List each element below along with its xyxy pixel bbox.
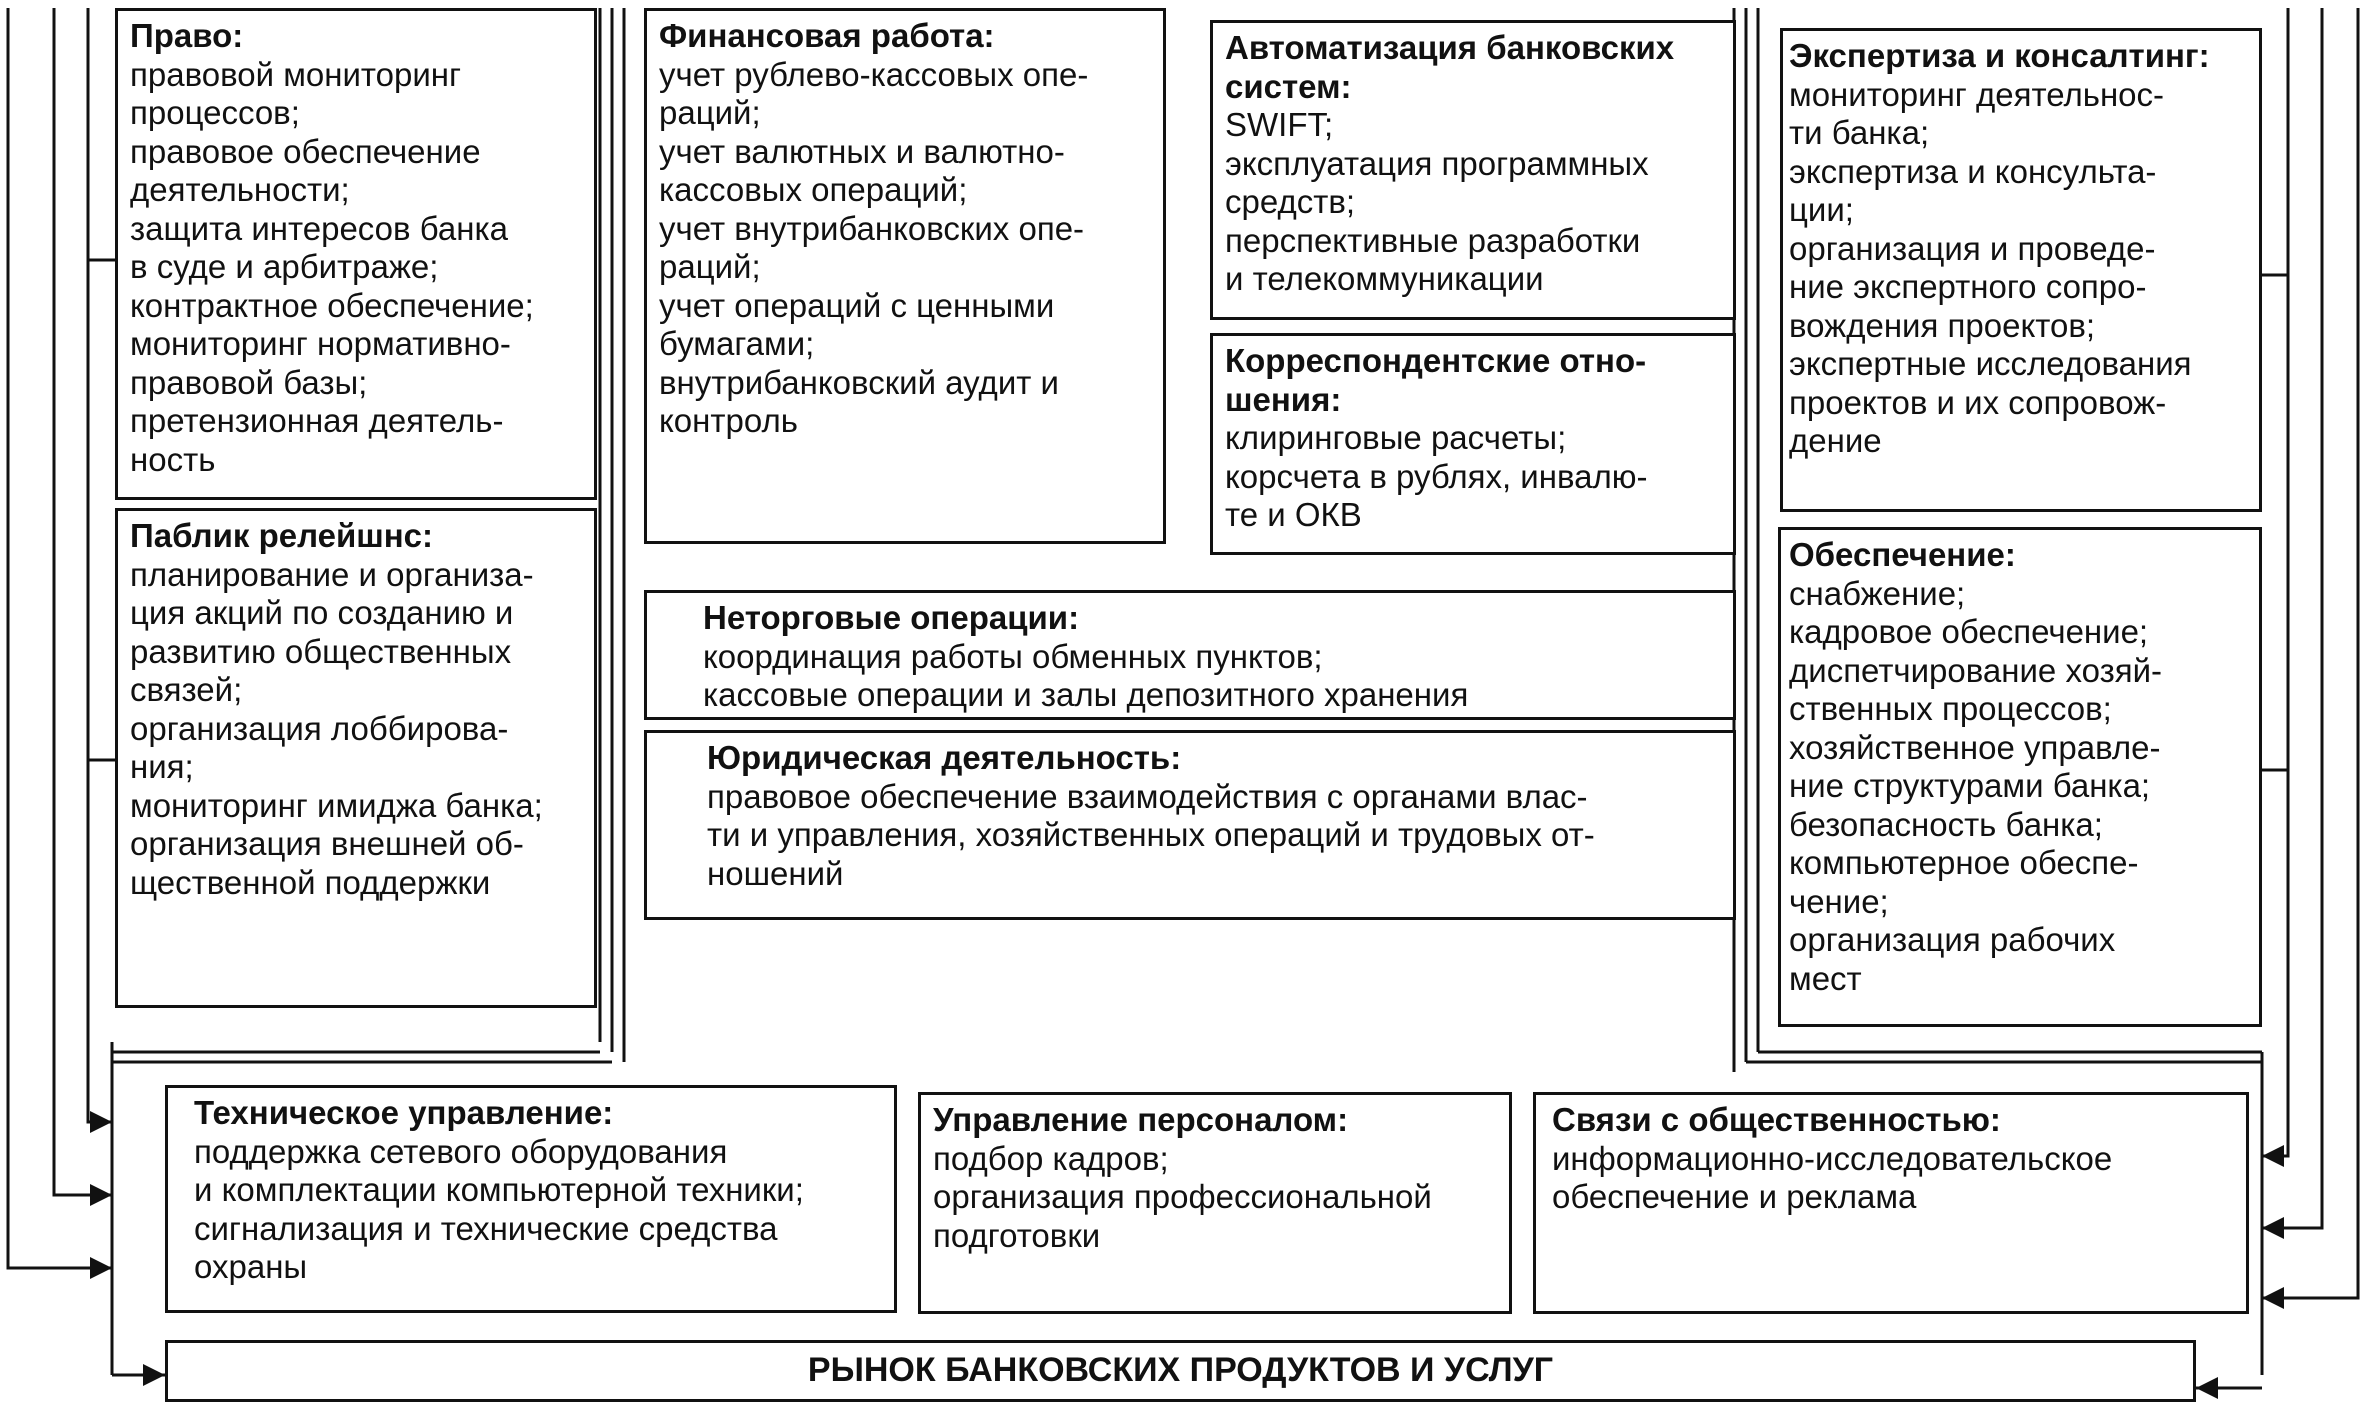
box-public-relations-title: Паблик релейшнс:	[130, 517, 434, 554]
box-support-title: Обеспечение:	[1789, 536, 2016, 573]
box-law	[115, 8, 597, 500]
box-automation-title: Автоматизация банковских систем:	[1225, 29, 1675, 105]
box-automation	[1210, 20, 1736, 320]
box-correspondent-relations	[1210, 333, 1736, 555]
right-connector-3	[2262, 8, 2288, 1156]
banking-market-bar	[165, 1340, 2196, 1402]
box-personnel-management	[918, 1092, 1512, 1314]
box-financial-work	[644, 8, 1166, 544]
box-law-items: правовой мониторинг процессов; правовое обеспечение деятельности; защита интересов банка в суде и арбитраже; контрактное обеспечение; мониторинг нормативно- правовой базы; претензионная деятель- ность	[130, 55, 534, 478]
box-legal-activity-items: правовое обеспечение взаимодействия с органами влас- ти и управления, хозяйственных операций и трудовых от- ношений	[707, 777, 1595, 892]
box-public-relations-dept	[1533, 1092, 2249, 1314]
box-expertise-consulting-items: мониторинг деятельнос- ти банка; экспертиза и консульта- ции; организация и проведе- ние экспертного сопро- вождения проектов; экспертные исследования проектов и их сопровож- дение	[1789, 75, 2192, 459]
box-technical-management-title: Техническое управление:	[194, 1094, 614, 1131]
box-financial-work-items: учет рублево-кассовых опе- раций; учет валютных и валютно- кассовых операций; учет внутрибанковских опе- раций; учет операций с ценными бумагами; внутрибанковский аудит и контроль	[659, 55, 1089, 439]
left-connector-2	[54, 8, 112, 1195]
box-financial-work-title: Финансовая работа:	[659, 17, 995, 54]
box-technical-management	[165, 1085, 897, 1313]
box-non-trade-operations-items: координация работы обменных пунктов; кассовые операции и залы депозитного хранения	[703, 637, 1469, 713]
box-law-title: Право:	[130, 17, 244, 54]
box-public-relations-items: планирование и организа- ция акций по созданию и развитию общественных связей; организация лоббирова- ния; мониторинг имиджа банка; организация внешней об- щественной поддержки	[130, 555, 543, 901]
box-public-relations-dept-items: информационно-исследовательское обеспечение и реклама	[1552, 1139, 2113, 1215]
box-legal-activity	[644, 730, 1736, 920]
box-personnel-management-items: подбор кадров; организация профессиональной подготовки	[933, 1139, 1432, 1254]
box-correspondent-relations-title: Корреспондентские отно- шения:	[1225, 342, 1647, 418]
box-non-trade-operations	[644, 590, 1736, 720]
banking-market-title: РЫНОК БАНКОВСКИХ ПРОДУКТОВ И УСЛУГ	[807, 1351, 1554, 1389]
box-legal-activity-title: Юридическая деятельность:	[707, 739, 1182, 776]
box-non-trade-operations-title: Неторговые операции:	[703, 599, 1080, 636]
box-automation-items: SWIFT; эксплуатация программных средств; перспективные разработки и телекоммуникации	[1225, 106, 1649, 297]
left-connector-1	[8, 8, 112, 1268]
box-correspondent-relations-items: клиринговые расчеты; корсчета в рублях, инвалю- те и ОКВ	[1225, 419, 1648, 533]
box-public-relations-dept-title: Связи с общественностью:	[1552, 1101, 2001, 1138]
right-connector-2	[2262, 8, 2322, 1228]
left-connector-3	[88, 8, 112, 1122]
box-expertise-consulting-title: Экспертиза и консалтинг:	[1789, 37, 2210, 74]
box-technical-management-items: поддержка сетевого оборудования и комплектации компьютерной техники; сигнализация и технические средства охраны	[194, 1132, 804, 1285]
box-expertise-consulting	[1780, 28, 2262, 512]
right-connector-1	[2262, 8, 2358, 1298]
box-support-items: снабжение; кадровое обеспечение; диспетчирование хозяй- ственных процессов; хозяйственное управле- ние структурами банка; безопасность банка; компьютерное обеспе- чение; организация рабочих мест	[1789, 574, 2162, 997]
box-support	[1778, 527, 2262, 1027]
box-personnel-management-title: Управление персоналом:	[933, 1101, 1349, 1138]
box-public-relations	[115, 508, 597, 1008]
